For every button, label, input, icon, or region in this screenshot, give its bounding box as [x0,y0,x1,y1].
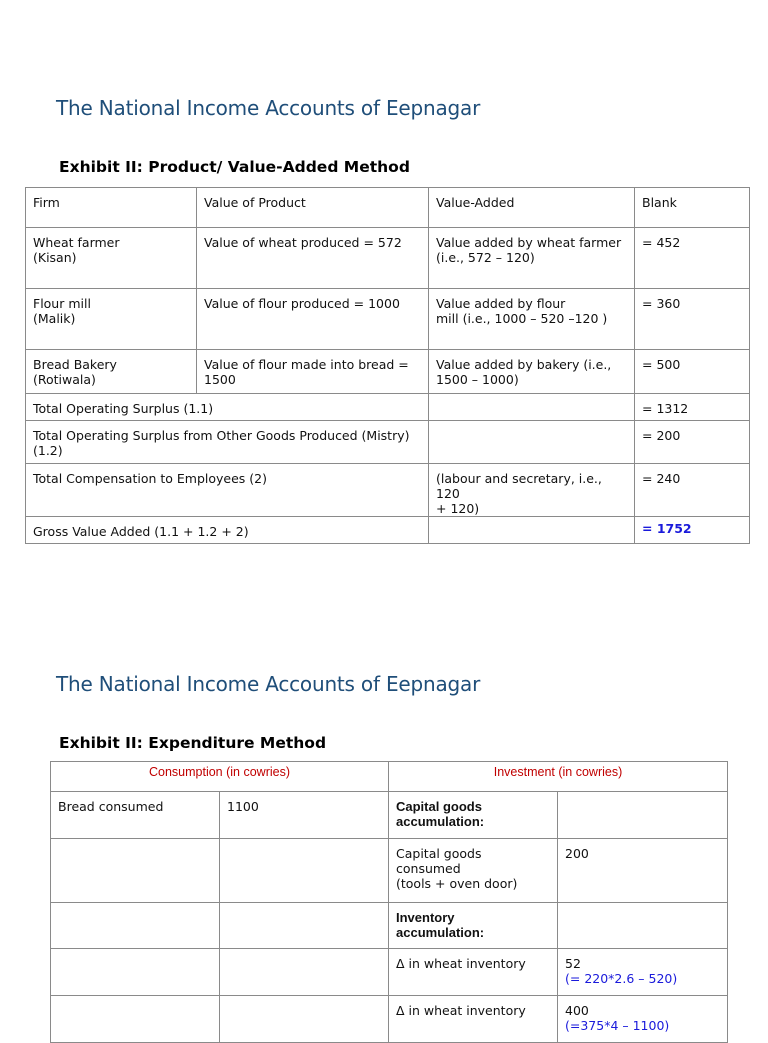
consumption-item [51,903,220,949]
investment-value [558,903,728,949]
value-cell: = 360 [635,289,750,350]
total-note: (labour and secretary, i.e., 120 + 120) [429,464,635,517]
consumption-value [220,996,389,1043]
investment-value: 200 [558,839,728,903]
investment-item-heading: Inventory accumulation: [389,903,558,949]
consumption-value: 1100 [220,792,389,839]
investment-value: 400 [565,1003,589,1018]
investment-value-cell [558,949,728,996]
gross-value-added-value: = 1752 [635,517,750,544]
product-cell: Value of flour produced = 1000 [197,289,429,350]
header-firm: Firm [26,188,197,228]
consumption-item: Bread consumed [51,792,220,839]
table-row [26,228,750,289]
investment-item: Δ in wheat inventory [389,996,558,1043]
total-label: Total Operating Surplus from Other Goods Produced (Mistry) (1.2) [26,421,429,464]
total-row [26,421,750,464]
total-note [429,517,635,544]
consumption-item [51,839,220,903]
value-cell: = 452 [635,228,750,289]
investment-item-heading: Capital goods accumulation: [389,792,558,839]
total-note [429,421,635,464]
section1-title: The National Income Accounts of Eepnagar [56,96,481,120]
total-note [429,394,635,421]
value-added-table [25,187,750,544]
table-row [51,949,728,996]
table-row [26,289,750,350]
firm-cell: Wheat farmer (Kisan) [26,228,197,289]
table-row [51,792,728,839]
section2-title: The National Income Accounts of Eepnagar [56,672,481,696]
consumption-header: Consumption (in cowries) [51,762,389,792]
total-value: = 200 [635,421,750,464]
total-value: = 240 [635,464,750,517]
value-added-cell: Value added by flour mill (i.e., 1000 – 520 –120 ) [429,289,635,350]
investment-item: Δ in wheat inventory [389,949,558,996]
expenditure-table [50,761,728,1043]
header-blank: Blank [635,188,750,228]
total-label: Total Compensation to Employees (2) [26,464,429,517]
total-label: Total Operating Surplus (1.1) [26,394,429,421]
gross-value-added-label: Gross Value Added (1.1 + 1.2 + 2) [26,517,429,544]
section1-exhibit-title: Exhibit II: Product/ Value-Added Method [59,158,410,176]
investment-formula: (=375*4 – 1100) [565,1018,670,1033]
table-header-row [51,762,728,792]
consumption-value [220,839,389,903]
header-value-added: Value-Added [429,188,635,228]
total-row [26,394,750,421]
value-cell: = 500 [635,350,750,394]
header-value-of-product: Value of Product [197,188,429,228]
investment-item: Capital goods consumed (tools + oven door) [389,839,558,903]
gross-value-added-row [26,517,750,544]
total-value: = 1312 [635,394,750,421]
consumption-value [220,903,389,949]
value-added-cell: Value added by wheat farmer (i.e., 572 – 120) [429,228,635,289]
investment-value [558,792,728,839]
product-cell: Value of flour made into bread = 1500 [197,350,429,394]
table-header-row [26,188,750,228]
table-row [51,839,728,903]
consumption-value [220,949,389,996]
section2-exhibit-title: Exhibit II: Expenditure Method [59,734,327,752]
value-added-cell: Value added by bakery (i.e., 1500 – 1000) [429,350,635,394]
total-row [26,464,750,517]
consumption-item [51,996,220,1043]
consumption-item [51,949,220,996]
investment-value-cell [558,996,728,1043]
firm-cell: Flour mill (Malik) [26,289,197,350]
product-cell: Value of wheat produced = 572 [197,228,429,289]
table-row [26,350,750,394]
investment-value: 52 [565,956,581,971]
table-row [51,903,728,949]
investment-formula: (= 220*2.6 – 520) [565,971,678,986]
investment-header: Investment (in cowries) [389,762,728,792]
firm-cell: Bread Bakery (Rotiwala) [26,350,197,394]
table-row [51,996,728,1043]
